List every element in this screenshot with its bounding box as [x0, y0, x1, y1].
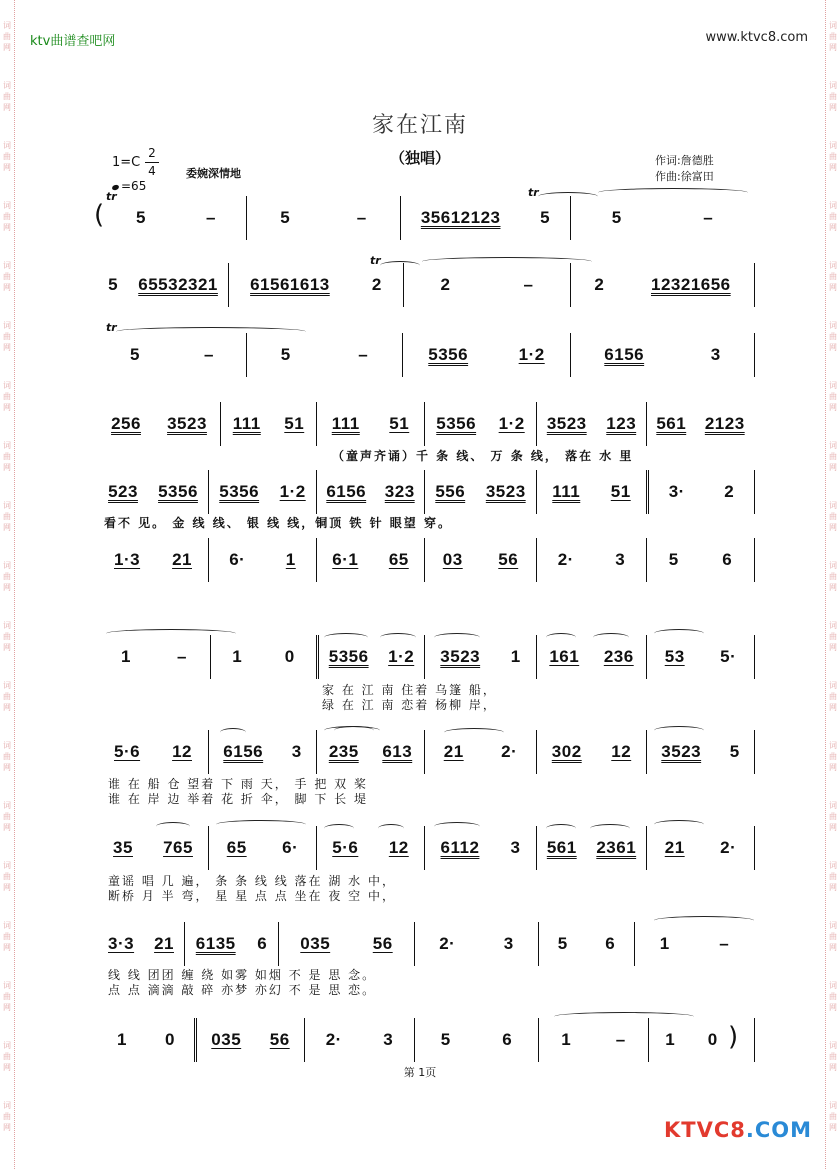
note-group: 561: [546, 838, 577, 857]
note-group: 523: [108, 482, 138, 501]
slur-arc: [554, 1012, 694, 1021]
time-signature: [145, 146, 159, 179]
measure: [98, 730, 208, 774]
note-group: 1: [561, 1030, 572, 1049]
measure: [538, 1018, 648, 1062]
note-group: 2·: [325, 1030, 342, 1049]
note-group: 6·1: [332, 550, 359, 569]
slur-arc: [434, 633, 480, 642]
side-watermark-text: 词 曲 网: [829, 81, 837, 112]
measure: [646, 538, 754, 582]
measure: [646, 826, 754, 870]
measure: [402, 333, 570, 377]
slur-arc: [422, 257, 592, 266]
note-group: 1: [510, 647, 521, 666]
side-watermark-text: 词 曲 网: [3, 621, 11, 652]
measure: [400, 196, 570, 240]
slur-arc: [546, 824, 576, 833]
measure-repeat-start: [646, 470, 754, 514]
note-group: 56: [498, 550, 519, 569]
note-group: 3: [503, 934, 514, 953]
note-group: 2·: [557, 550, 574, 569]
score-row-3: [98, 321, 754, 377]
measure: [184, 922, 278, 966]
note-group: 51: [610, 482, 631, 501]
side-watermark-text: 词 曲 网: [3, 261, 11, 292]
note-group: 3: [615, 550, 626, 569]
side-watermark-text: 词 曲 网: [3, 141, 11, 172]
note-group: –: [523, 275, 534, 294]
note-group: 5: [136, 208, 146, 227]
side-watermark-text: 词 曲 网: [3, 1101, 11, 1132]
trill-mark: tr: [528, 186, 539, 199]
note-group: 6: [502, 1030, 513, 1049]
score-row-10: [98, 922, 754, 966]
note-group: 6156: [326, 482, 367, 501]
bar-line: [754, 333, 755, 377]
note-group: 5: [130, 345, 140, 364]
measure: [208, 538, 316, 582]
slur-arc: [324, 633, 368, 642]
note-group: 5: [280, 208, 291, 227]
measure: [106, 196, 246, 240]
note-group: 3523: [661, 742, 702, 761]
note-group: 123: [606, 414, 637, 433]
measure: [570, 196, 754, 240]
note-group: 6135: [195, 934, 236, 953]
measure: [316, 402, 424, 446]
measure: [98, 470, 208, 514]
measure: [98, 922, 184, 966]
note-group: 0: [165, 1030, 175, 1049]
note-group: 6: [257, 934, 268, 953]
side-watermark-text: 词 曲 网: [829, 381, 837, 412]
left-watermark-strip: [0, 0, 15, 1169]
note-group: 6112: [440, 838, 480, 857]
measure: [424, 402, 536, 446]
measure: [304, 1018, 414, 1062]
note-group: 56: [372, 934, 393, 953]
slur-arc: [156, 822, 190, 831]
note-group: 65: [226, 838, 247, 857]
note-group: 2: [594, 275, 605, 294]
note-group: 12: [388, 838, 409, 857]
note-group: 35: [113, 838, 133, 857]
note-group: 65: [388, 550, 409, 569]
note-group: 3523: [167, 414, 207, 433]
note-group: 5356: [428, 345, 469, 364]
lyric-verse2-d: 点 点 滴滴 敲 碎 亦梦 亦幻 不 是 思 恋。: [108, 983, 377, 997]
side-watermark-text: 词 曲 网: [829, 201, 837, 232]
side-watermark-text: 词 曲 网: [3, 741, 11, 772]
note-group: 5·6: [332, 838, 359, 857]
measure: [194, 1018, 304, 1062]
measure: [646, 402, 754, 446]
note-group: 6·: [282, 838, 299, 857]
side-watermark-text: 词 曲 网: [829, 681, 837, 712]
measure: [98, 333, 246, 377]
measure: [246, 333, 402, 377]
note-group: 21: [664, 838, 685, 857]
side-watermark-text: 词 曲 网: [3, 981, 11, 1012]
slur-arc: [116, 327, 306, 336]
right-watermark-strip: [825, 0, 840, 1169]
note-group: 035: [211, 1030, 242, 1049]
measure: [210, 635, 316, 679]
lyricist: 作词:詹德胜: [655, 154, 714, 167]
score-row-4: [98, 402, 754, 446]
slur-arc: [378, 824, 404, 833]
measure: [98, 538, 208, 582]
note-group: 03: [442, 550, 463, 569]
note-group: 5356: [219, 482, 260, 501]
site-logo: [664, 1118, 812, 1142]
note-group: 2·: [501, 742, 518, 761]
composer: 作曲:徐富田: [655, 170, 714, 183]
slur-arc: [220, 728, 246, 737]
slur-arc: [546, 633, 576, 642]
side-watermark-text: 词 曲 网: [829, 861, 837, 892]
lyric-chorus-line: 看不 见。 金 线 线、 银 线 线，铜顶 铁 针 眼望 穿。: [104, 516, 452, 530]
note-group: 236: [603, 647, 634, 666]
note-group: 53: [664, 647, 685, 666]
note-group: 56: [269, 1030, 290, 1049]
note-group: –: [358, 345, 369, 364]
lyric-verse1-a: 家 在 江 南 住着 乌篷 船，: [322, 683, 497, 697]
slur-arc: [590, 824, 630, 833]
measure: [278, 922, 414, 966]
note-group: 5·6: [114, 742, 141, 761]
note-group: –: [204, 345, 214, 364]
measure: [403, 263, 570, 307]
measure: [246, 196, 400, 240]
note-group: 1·2: [498, 414, 525, 433]
side-watermark-text: 词 曲 网: [829, 561, 837, 592]
note-group: 21: [172, 550, 192, 569]
note-group: 5·: [720, 647, 737, 666]
note-group: 21: [154, 934, 174, 953]
side-watermark-text: 词 曲 网: [3, 501, 11, 532]
measure: [634, 922, 754, 966]
note-group: 161: [549, 647, 580, 666]
bar-line: [754, 538, 755, 582]
side-watermark-text: 词 曲 网: [3, 381, 11, 412]
note-group: 2361: [596, 838, 637, 857]
bar-line: [754, 470, 755, 514]
measure: [98, 1018, 194, 1062]
lyric-verse2-c: 断桥 月 半 弯， 星 星 点 点 坐在 夜 空 中，: [108, 889, 396, 903]
song-title: 家在江南: [371, 113, 468, 138]
note-group: 2123: [704, 414, 745, 433]
note-group: –: [177, 647, 187, 666]
side-watermark-text: 词 曲 网: [829, 501, 837, 532]
note-group: 5: [557, 934, 568, 953]
note-group: 6: [605, 934, 616, 953]
slur-arc: [654, 629, 704, 638]
side-watermark-text: 词 曲 网: [3, 921, 11, 952]
measure: [208, 470, 316, 514]
measure: [414, 922, 538, 966]
note-group: 1: [121, 647, 131, 666]
note-group: –: [356, 208, 367, 227]
measure: [648, 1018, 734, 1062]
side-watermark-text: 词 曲 网: [3, 861, 11, 892]
logo-part-1: KTVC8: [663, 1118, 746, 1142]
note-group: 3: [383, 1030, 394, 1049]
measure: [316, 730, 424, 774]
trill-mark: tr: [106, 321, 117, 334]
side-watermark-text: 词 曲 网: [829, 741, 837, 772]
measure: [208, 826, 316, 870]
measure: [538, 922, 634, 966]
note-group: 5: [729, 742, 740, 761]
slur-arc: [216, 820, 306, 829]
note-group: 1: [117, 1030, 127, 1049]
measure: [98, 635, 210, 679]
measure: [424, 538, 536, 582]
note-group: 765: [163, 838, 193, 857]
lyric-verse2-b: 谁 在 岸 边 举着 花 折 伞， 脚 下 长 堤: [108, 792, 368, 806]
side-watermark-text: 词 曲 网: [3, 1041, 11, 1072]
side-watermark-text: 词 曲 网: [829, 441, 837, 472]
page-number: 第 1页: [403, 1066, 437, 1079]
lyric-chorus-label: （童声齐诵）千 条 线、 万 条 线， 落在 水 里: [332, 449, 634, 463]
measure: [536, 470, 646, 514]
note-group: 5: [668, 550, 679, 569]
note-group: 3: [291, 742, 302, 761]
slur-arc: [593, 633, 629, 642]
slur-arc: [598, 188, 748, 197]
site-name-left: ktv曲谱查吧网: [30, 34, 116, 49]
credits: [655, 153, 714, 185]
note-group: 1: [285, 550, 296, 569]
logo-part-2: .COM: [745, 1118, 812, 1142]
note-group: 3·3: [108, 934, 135, 953]
note-group: 235: [328, 742, 359, 761]
note-group: 12: [611, 742, 632, 761]
measure: [536, 538, 646, 582]
note-group: 1: [232, 647, 243, 666]
note-group: 3523: [485, 482, 526, 501]
site-url-right: www.ktvc8.com: [705, 30, 808, 45]
note-group: 2: [440, 275, 451, 294]
note-group: 0: [707, 1030, 718, 1049]
note-group: 6·: [229, 550, 246, 569]
measure: [536, 730, 646, 774]
lyric-verse2-a: 绿 在 江 南 恋着 杨柳 岸，: [322, 698, 497, 712]
note-group: 5: [108, 275, 119, 294]
measure: [646, 730, 754, 774]
side-watermark-text: 词 曲 网: [3, 21, 11, 52]
measure: [220, 402, 316, 446]
trill-mark: tr: [370, 254, 381, 267]
bar-line: [754, 826, 755, 870]
expression-marking: 委婉深情地: [186, 167, 241, 180]
note-group: –: [719, 934, 730, 953]
note-group: 12321656: [651, 275, 731, 294]
note-group: 5: [280, 345, 291, 364]
measure: [424, 470, 536, 514]
note-group: 1: [659, 934, 670, 953]
slur-arc: [380, 633, 416, 642]
measure: [570, 333, 754, 377]
slur-arc: [334, 726, 374, 735]
note-group: 3: [510, 838, 521, 857]
note-group: 2·: [439, 934, 456, 953]
lyric-verse1-d: 线 线 团团 缠 绕 如雾 如烟 不 是 思 念。: [108, 968, 377, 982]
note-group: 302: [551, 742, 582, 761]
note-group: 6: [722, 550, 733, 569]
measure: [646, 635, 754, 679]
measure: [98, 826, 208, 870]
slur-arc: [434, 822, 480, 831]
slur-arc: [654, 916, 754, 925]
note-group: 0: [284, 647, 295, 666]
time-bottom: 4: [148, 164, 156, 178]
score-row-8: [98, 730, 754, 774]
key-signature: 1=C: [112, 155, 141, 170]
slur-arc: [444, 728, 504, 737]
note-group: 2: [724, 482, 735, 501]
lyric-verse1-c: 童谣 唱 几 遍， 条 条 线 线 落在 湖 水 中，: [108, 874, 396, 888]
note-group: 111: [552, 482, 581, 501]
side-watermark-text: 词 曲 网: [829, 261, 837, 292]
side-watermark-text: 词 曲 网: [3, 441, 11, 472]
side-watermark-text: 词 曲 网: [3, 681, 11, 712]
score-row-5: [98, 470, 754, 514]
slur-arc: [324, 824, 354, 833]
note-group: 111: [331, 414, 360, 433]
tie-arc: [380, 261, 420, 270]
note-group: 6156: [604, 345, 645, 364]
side-watermark-text: 词 曲 网: [829, 21, 837, 52]
measure: [536, 402, 646, 446]
side-watermark-text: 词 曲 网: [3, 201, 11, 232]
side-watermark-text: 词 曲 网: [829, 801, 837, 832]
slur-arc: [654, 726, 704, 735]
note-group: 2: [371, 275, 382, 294]
note-group: 1·2: [279, 482, 306, 501]
side-watermark-text: 词 曲 网: [829, 621, 837, 652]
side-watermark-text: 词 曲 网: [829, 1101, 837, 1132]
measure: [228, 263, 403, 307]
side-watermark-text: 词 曲 网: [829, 1041, 837, 1072]
note-group: 3523: [440, 647, 481, 666]
note-group: 21: [443, 742, 464, 761]
note-group: 5: [611, 208, 622, 227]
measure: [316, 470, 424, 514]
slur-arc: [654, 820, 704, 829]
side-watermark-text: 词 曲 网: [3, 321, 11, 352]
note-group: 3523: [546, 414, 587, 433]
trill-mark: tr: [106, 190, 117, 203]
tempo-marking: [112, 179, 146, 193]
note-group: 51: [284, 414, 305, 433]
side-watermark-text: 词 曲 网: [829, 921, 837, 952]
bar-line: [754, 730, 755, 774]
note-group: 256: [111, 414, 141, 433]
slur-arc: [106, 629, 236, 638]
song-subtitle: （独唱）: [389, 149, 450, 167]
note-group: 1: [665, 1030, 676, 1049]
side-watermark-text: 词 曲 网: [3, 561, 11, 592]
note-group: 5356: [436, 414, 477, 433]
side-watermark-text: 词 曲 网: [829, 981, 837, 1012]
score-row-1: ( 5 – 5 – 35612123 5 5 – tr tr: [98, 196, 754, 240]
note-group: 6156: [223, 742, 264, 761]
note-group: 51: [389, 414, 410, 433]
score-row-6: [98, 538, 754, 582]
tie-arc: [538, 192, 598, 201]
note-group: 5: [440, 1030, 451, 1049]
note-group: 5: [540, 208, 551, 227]
time-top: 2: [148, 146, 156, 160]
score-row-9: [98, 826, 754, 870]
note-group: 2·: [720, 838, 737, 857]
measure: [570, 263, 754, 307]
note-group: 61561613: [250, 275, 330, 294]
side-watermark-text: 词 曲 网: [3, 801, 11, 832]
note-group: 12: [172, 742, 192, 761]
note-group: 1·2: [388, 647, 415, 666]
note-group: 5356: [158, 482, 198, 501]
bar-line: [754, 635, 755, 679]
note-group: 323: [384, 482, 415, 501]
side-watermark-text: 词 曲 网: [3, 81, 11, 112]
measure: [98, 402, 220, 446]
note-group: 035: [300, 934, 331, 953]
score-row-11: 1 0 035 56 2· 3 5 6 1 – 1 0 ): [98, 1018, 754, 1062]
side-watermark-text: 词 曲 网: [829, 321, 837, 352]
note-group: 111: [232, 414, 261, 433]
lyric-verse1-b: 谁 在 船 仓 望着 下 雨 天， 手 把 双 桨: [108, 777, 368, 791]
note-group: –: [206, 208, 216, 227]
note-group: 3·: [668, 482, 685, 501]
note-group: 1·3: [114, 550, 141, 569]
measure: [316, 538, 424, 582]
note-group: 613: [382, 742, 413, 761]
tempo-value: =65: [121, 179, 147, 193]
note-group: 556: [435, 482, 466, 501]
note-group: 35612123: [420, 208, 501, 227]
note-group: –: [615, 1030, 626, 1049]
note-group: 65532321: [138, 275, 218, 294]
bar-line: [754, 1018, 755, 1062]
score-row-7: [98, 635, 754, 679]
note-group: 1·2: [518, 345, 545, 364]
measure: [424, 826, 536, 870]
side-watermark-text: 词 曲 网: [829, 141, 837, 172]
bar-line: [754, 263, 755, 307]
measure: [414, 1018, 538, 1062]
measure: [98, 263, 228, 307]
score-row-2: [98, 254, 754, 307]
note-group: 561: [656, 414, 687, 433]
note-group: 3: [710, 345, 721, 364]
note-group: –: [703, 208, 714, 227]
note-group: 5356: [328, 647, 369, 666]
